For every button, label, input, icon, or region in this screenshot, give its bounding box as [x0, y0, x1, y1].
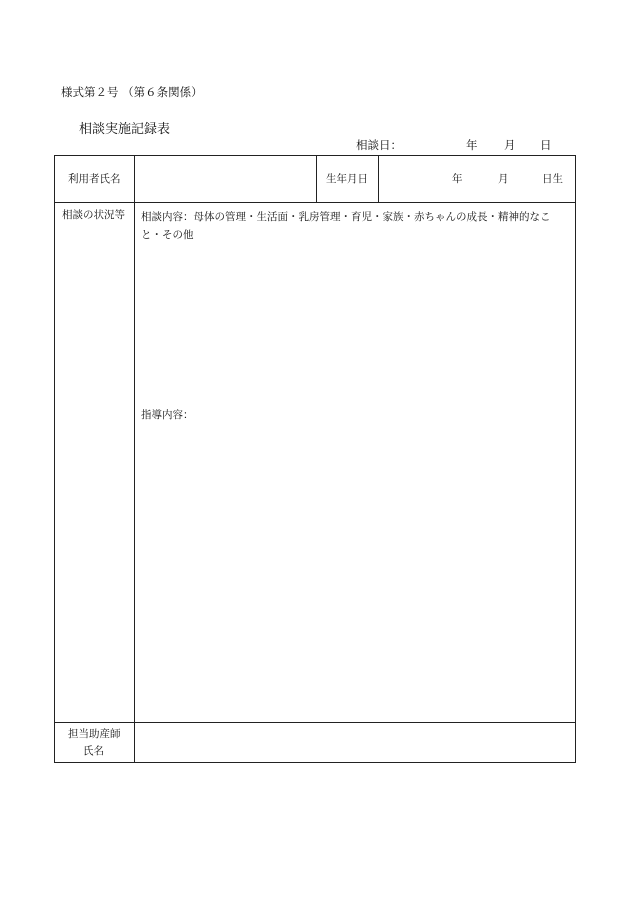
midwife-name-field[interactable] — [136, 724, 574, 761]
user-name-label: 利用者氏名 — [68, 173, 121, 185]
birthdate-label: 生年月日 — [326, 173, 368, 185]
birthdate-right-divider — [378, 156, 379, 202]
consult-content-text: 相談内容：母体の管理・生活面・乳房管理・育児・家族・赤ちゃんの成長・精神的なこと・その他 — [141, 211, 551, 241]
consult-date-day: 日 — [540, 138, 552, 152]
consult-date-month: 月 — [504, 138, 516, 152]
form-number: 様式第２号 （第６条関係） — [61, 85, 203, 99]
guidance-label: 指導内容： — [141, 409, 194, 421]
consult-date-row — [356, 137, 556, 153]
consult-date-label: 相談日： — [356, 138, 402, 152]
record-table — [54, 155, 576, 763]
midwife-label-line2: 氏名 — [83, 745, 104, 757]
consult-date-year: 年 — [466, 138, 478, 152]
birth-day-label: 日生 — [542, 173, 563, 185]
row-divider-1 — [55, 202, 575, 203]
situation-label: 相談の状況等 — [62, 209, 125, 221]
user-name-field[interactable] — [136, 157, 314, 201]
situation-field[interactable] — [136, 204, 574, 721]
document-title: 相談実施記録表 — [79, 122, 171, 137]
birthdate-left-divider — [316, 156, 317, 202]
label-column-divider — [134, 156, 135, 762]
midwife-label-line1: 担当助産師 — [68, 728, 121, 740]
birth-month-label: 月 — [498, 173, 509, 185]
birth-year-label: 年 — [452, 173, 463, 185]
row-divider-2 — [55, 722, 575, 723]
